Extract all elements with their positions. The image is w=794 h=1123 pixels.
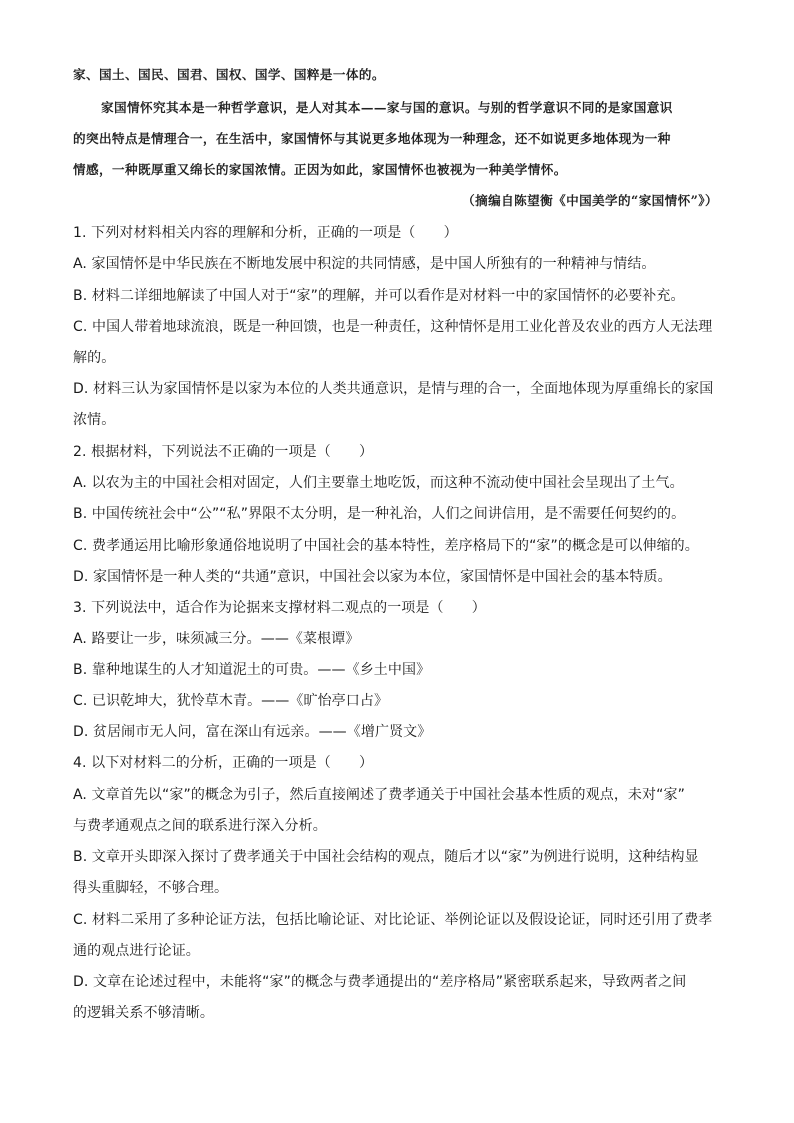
question-2-option-c: C. 费孝通运用比喻形象通俗地说明了中国社会的基本特性，差序格局下的“家”的概念是可以伸缩的。 (73, 538, 699, 554)
material-line-2: 家国情怀究其本是一种哲学意识，是人对其本——家与国的意识。与别的哲学意识不同的是家国意识 (101, 100, 673, 115)
question-3-option-a: A. 路要让一步，味须减三分。——《菜根谭》 (73, 631, 360, 647)
question-3-option-b: B. 靠种地谋生的人才知道泥土的可贵。——《乡土中国》 (73, 662, 431, 678)
question-3-option-c: C. 已识乾坤大，犹怜草木青。——《旷怡亭口占》 (73, 693, 389, 709)
question-4-option-c: C. 材料二采用了多种论证方法，包括比喻论证、对比论证、举例论证以及假设论证，同时还引用了费孝 (73, 912, 713, 928)
question-1-option-b: B. 材料二详细地解读了中国人对于“家”的理解，并可以看作是对材料一中的家国情怀的必要补充。 (73, 288, 685, 304)
question-1-option-d-cont: 浓情。 (73, 412, 116, 428)
question-4-option-a-cont: 与费孝通观点之间的联系进行深入分析。 (73, 818, 327, 834)
material-source: （摘编自陈望衡《中国美学的“家国情怀”》） (462, 193, 718, 208)
question-1-option-c: C. 中国人带着地球流浪，既是一种回馈，也是一种责任，这种情怀是用工业化普及农业的西方人无法理 (73, 319, 713, 335)
question-4-option-d: D. 文章在论述过程中，未能将“家”的概念与费孝通提出的“差序格局”紧密联系起来，导致两者之间 (73, 974, 687, 990)
question-4-stem: 4. 以下对材料二的分析，正确的一项是（ ） (73, 755, 374, 771)
question-1-option-a: A. 家国情怀是中华民族在不断地发展中积淀的共同情感，是中国人所独有的一种精神与情结。 (73, 256, 656, 272)
question-4-option-b: B. 文章开头即深入探讨了费孝通关于中国社会结构的观点，随后才以“家”为例进行说明，这种结构显 (73, 849, 699, 865)
question-2-option-d: D. 家国情怀是一种人类的“共通”意识，中国社会以家为本位，家国情怀是中国社会的基本特质。 (73, 569, 672, 585)
question-4-option-b-cont: 得头重脚轻，不够合理。 (73, 880, 229, 896)
question-2-option-a: A. 以农为主的中国社会相对固定，人们主要靠土地吃饭，而这种不流动使中国社会呈现出了土气。 (73, 475, 684, 491)
question-4-option-a: A. 文章首先以“家”的概念为引子，然后直接阐述了费孝通关于中国社会基本性质的观点，未对“家” (73, 787, 685, 803)
question-1-option-d: D. 材料三认为家国情怀是以家为本位的人类共通意识，是情与理的合一，全面地体现为厚重绵长的家国 (73, 381, 714, 397)
question-4-option-c-cont: 通的观点进行论证。 (73, 943, 200, 959)
material-line-4: 情感，一种既厚重又绵长的家国浓情。正因为如此，家国情怀也被视为一种美学情怀。 (73, 162, 567, 177)
question-4-option-d-cont: 的逻辑关系不够清晰。 (73, 1005, 214, 1021)
question-3-stem: 3. 下列说法中，适合作为论据来支撑材料二观点的一项是（ ） (73, 600, 486, 616)
question-1-option-c-cont: 解的。 (73, 350, 116, 366)
question-2-stem: 2. 根据材料，下列说法不正确的一项是（ ） (73, 444, 374, 460)
material-line-1: 家、国土、国民、国君、国权、国学、国粹是一体的。 (73, 67, 385, 82)
question-1-stem: 1. 下列对材料相关内容的理解和分析，正确的一项是（ ） (73, 225, 458, 241)
question-2-option-b: B. 中国传统社会中“公”“私”界限不太分明，是一种礼治，人们之间讲信用，是不需要任何契约的。 (73, 506, 686, 522)
material-line-3: 的突出特点是情理合一，在生活中，家国情怀与其说更多地体现为一种理念，还不如说更多地体现为一种 (73, 131, 671, 146)
question-3-option-d: D. 贫居闹市无人问，富在深山有远亲。——《增广贤文》 (73, 724, 432, 740)
